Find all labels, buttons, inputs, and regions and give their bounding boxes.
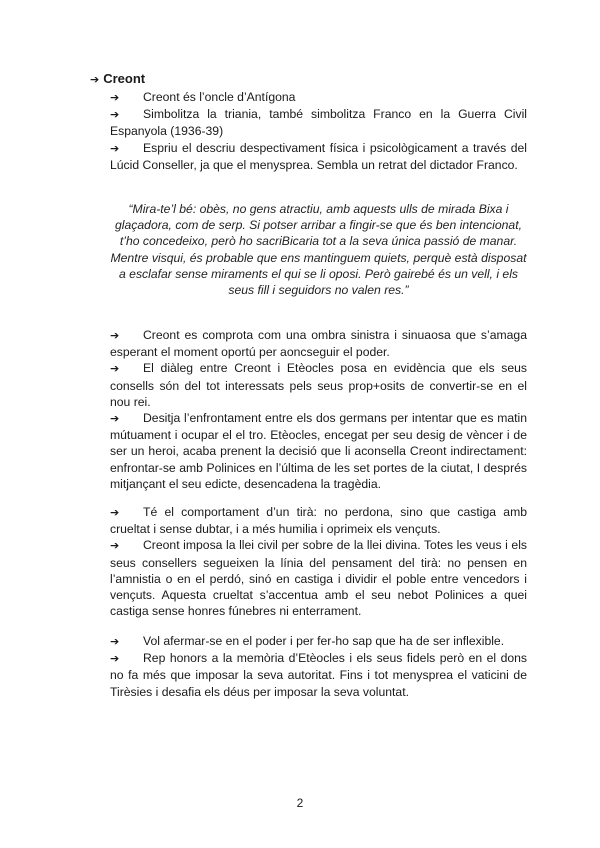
list-item: ➔ Rep honors a la memòria d’Etèocles i els seus fidels però en el dons no fa més que imposar la seva autoritat. Fins i tot menysprea el vaticini de Tirèsies i desafia els déus per imposar la seva voluntat. [110, 651, 527, 699]
list-item: ➔ Espriu el descriu despectivament física i psicològicament a través del Lúcid Conseller, ja que el menysprea. Sembla un retrat del dictador Franco. [110, 140, 527, 172]
list-item: ➔ Vol afermar-se en el poder i per fer-ho sap que ha de ser inflexible. [110, 633, 527, 650]
list-item: ➔ Creont és l’oncle d’Antígona [110, 89, 527, 106]
heading-title: Creont [103, 71, 146, 86]
arrow-right-icon: ➔ [110, 141, 120, 155]
paragraph-group-3 [110, 633, 527, 700]
arrow-right-icon: ➔ [110, 635, 120, 648]
arrow-right-icon: ➔ [110, 539, 120, 553]
list-item: ➔ Desitja l’enfrontament entre els dos germans per intentar que es matin mútuament i ocupar el el tro. Etèocles, encegat per seu desig de vèncer i de ser un heroi, acaba prenent la decisió que li aconsella Creont indirectament: enfrontar-se amb Polinices en l’última de les set portes de la ciutat, I després mitjançant el seu edicte, desencadena la tragèdia. [110, 411, 527, 491]
arrow-right-icon: ➔ [110, 108, 120, 122]
quotation: “Mira-te’l bé: obès, no gens atractiu, amb aquests ulls de mirada Bixa i glaçadora, com de serp. Si potser arribar a fingir-se que és ben intencionat, t’ho concedeixo, però ho sacriBicaria tot a la seva única passió de manar. Mentre visqui, és probable que ens mantinguem quiets, perquè està disposat a esclafar sense miraments el qui se li oposi. Però gairebé és un vell, i els seus fill i seguidors no valen res.” [110, 202, 527, 298]
list-item: ➔ Creont es comprota com una ombra sinistra i sinuaosa que s’amaga esperant el moment oportú per aoncseguir el poder. [110, 328, 527, 360]
list-item: ➔ Simbolitza la triania, també simbolitza Franco en la Guerra Civil Espanyola (1936-39) [110, 107, 527, 139]
list-item: ➔ El diàleg entre Creont i Etèocles posa en evidència que els seus consells són del tot interessats pels seus prop+osits de convertir-se en el nou rei. [110, 361, 527, 409]
intro-list [110, 89, 527, 173]
arrow-right-icon: ➔ [110, 91, 120, 104]
arrow-right-icon: ➔ [110, 362, 120, 376]
arrow-right-icon: ➔ [90, 73, 100, 86]
section-heading [90, 71, 145, 86]
list-item: ➔ Creont imposa la llei civil per sobre de la llei divina. Totes les veus i els seus consellers segueixen la línia del pensament del tirà: no pensen en l’amnistia o en el perdó, sinó en castiga i dividir el poble entre vencedors i vençuts. Aquesta crueltat s’accentua amb el seu nebot Polinices a quei castiga sense honres fúnebres ni enterrament. [110, 538, 527, 619]
arrow-right-icon: ➔ [110, 329, 120, 342]
paragraph-group-2 [110, 504, 527, 619]
paragraph-group-1 [110, 327, 527, 492]
arrow-right-icon: ➔ [110, 652, 120, 666]
arrow-right-icon: ➔ [110, 412, 120, 426]
page-number: 2 [296, 796, 304, 810]
list-item: ➔ Té el comportament d’un tirà: no perdona, sino que castiga amb crueltat i sense dubtar, i a més humilia i oprimeix els vençuts. [110, 505, 527, 537]
arrow-right-icon: ➔ [110, 506, 120, 519]
